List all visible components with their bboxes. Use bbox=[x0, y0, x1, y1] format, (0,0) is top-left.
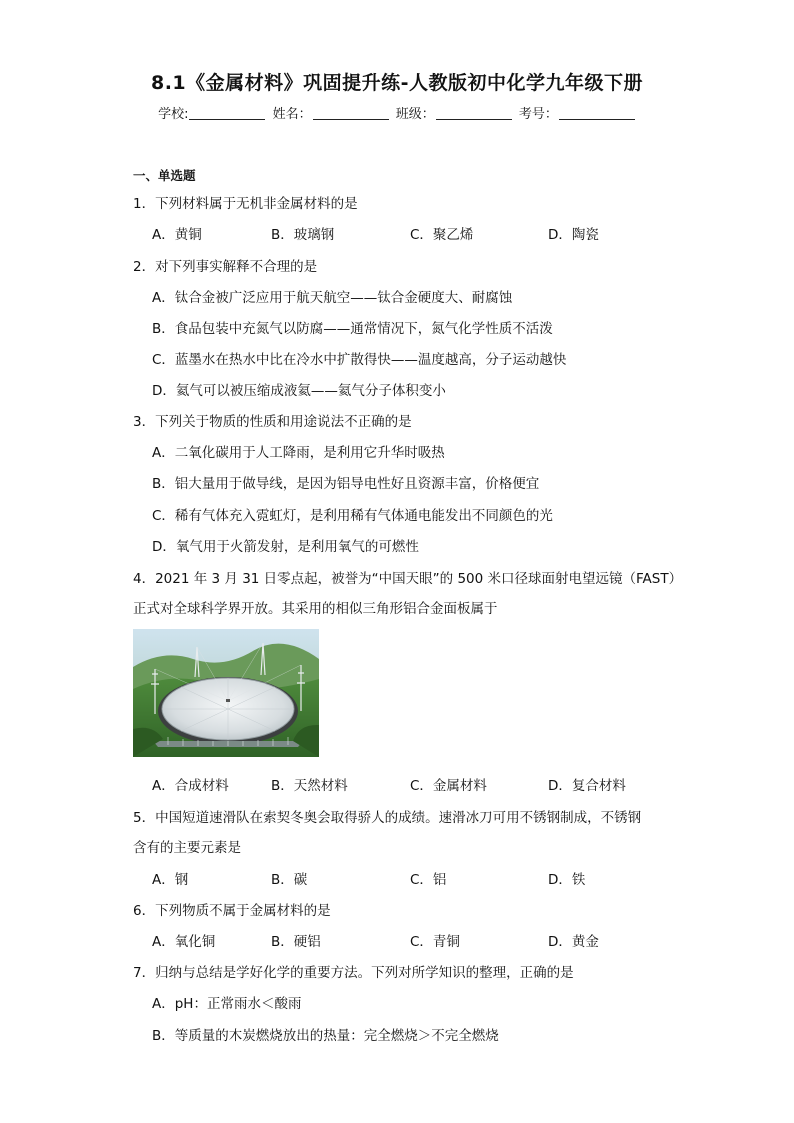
q7-option-b: B．等质量的木炭燃烧放出的热量：完全燃烧＞不完全燃烧 bbox=[152, 1028, 499, 1044]
q7-option-a: A．pH：正常雨水＜酸雨 bbox=[152, 996, 302, 1012]
q6-option-a: A．氧化铜 bbox=[152, 934, 216, 950]
q3-option-a: A．二氧化碳用于人工降雨，是利用它升华时吸热 bbox=[152, 445, 445, 461]
question-5-stem-line-2: 含有的主要元素是 bbox=[133, 840, 241, 856]
q3-option-b: B．铝大量用于做导线，是因为铝导电性好且资源丰富，价格便宜 bbox=[152, 476, 540, 492]
name-label: 姓名： bbox=[272, 107, 312, 122]
q5-option-c: C．铝 bbox=[410, 872, 447, 888]
question-7-stem: 7．归纳与总结是学好化学的重要方法。下列对所学知识的整理，正确的是 bbox=[133, 965, 574, 981]
q3-option-d: D．氧气用于火箭发射，是利用氧气的可燃性 bbox=[152, 539, 419, 555]
fast-telescope-illustration bbox=[133, 629, 319, 757]
question-6-stem: 6．下列物质不属于金属材料的是 bbox=[133, 903, 331, 919]
q2-option-c: C．蓝墨水在热水中比在冷水中扩散得快——温度越高，分子运动越快 bbox=[152, 352, 567, 368]
q5-option-b: B．碳 bbox=[271, 872, 308, 888]
q1-option-d: D．陶瓷 bbox=[548, 227, 599, 243]
class-label: 班级： bbox=[395, 107, 435, 122]
student-info-line bbox=[0, 103, 794, 122]
q4-option-b: B．天然材料 bbox=[271, 778, 348, 794]
question-3-stem: 3．下列关于物质的性质和用途说法不正确的是 bbox=[133, 414, 412, 430]
fast-telescope-photo bbox=[133, 629, 319, 757]
page-title: 8.1《金属材料》巩固提升练-人教版初中化学九年级下册 bbox=[150, 72, 644, 94]
question-4-stem-line-1: 4．2021 年 3 月 31 日零点起，被誉为“中国天眼”的 500 米口径球面射电望远镜（FAST） bbox=[133, 571, 683, 587]
q3-option-c: C．稀有气体充入霓虹灯，是利用稀有气体通电能发出不同颜色的光 bbox=[152, 508, 553, 524]
q2-option-d: D．氦气可以被压缩成液氦——氦气分子体积变小 bbox=[152, 383, 446, 399]
q1-option-a: A．黄铜 bbox=[152, 227, 202, 243]
q4-option-c: C．金属材料 bbox=[410, 778, 487, 794]
class-blank[interactable] bbox=[436, 106, 512, 120]
q1-option-b: B．玻璃钢 bbox=[271, 227, 335, 243]
number-blank[interactable] bbox=[559, 106, 635, 120]
question-5-stem-line-1: 5．中国短道速滑队在索契冬奥会取得骄人的成绩。速滑冰刀可用不锈钢制成，不锈钢 bbox=[133, 810, 642, 826]
question-2-stem: 2．对下列事实解释不合理的是 bbox=[133, 259, 318, 275]
school-label: 学校: bbox=[158, 107, 189, 122]
number-label: 考号： bbox=[518, 107, 558, 122]
q6-option-d: D．黄金 bbox=[548, 934, 599, 950]
q5-option-d: D．铁 bbox=[548, 872, 586, 888]
question-4-stem-line-2: 正式对全球科学界开放。其采用的相似三角形铝合金面板属于 bbox=[133, 601, 498, 617]
q6-option-c: C．青铜 bbox=[410, 934, 460, 950]
q2-option-b: B．食品包装中充氮气以防腐——通常情况下，氮气化学性质不活泼 bbox=[152, 321, 553, 337]
q4-option-d: D．复合材料 bbox=[548, 778, 626, 794]
q2-option-a: A．钛合金被广泛应用于航天航空——钛合金硬度大、耐腐蚀 bbox=[152, 290, 513, 306]
school-blank[interactable] bbox=[189, 106, 265, 120]
q4-option-a: A．合成材料 bbox=[152, 778, 229, 794]
question-1-stem: 1．下列材料属于无机非金属材料的是 bbox=[133, 196, 358, 212]
q1-option-c: C．聚乙烯 bbox=[410, 227, 474, 243]
name-blank[interactable] bbox=[313, 106, 389, 120]
section-heading: 一、单选题 bbox=[133, 168, 196, 183]
q5-option-a: A．钢 bbox=[152, 872, 189, 888]
q6-option-b: B．硬铝 bbox=[271, 934, 321, 950]
